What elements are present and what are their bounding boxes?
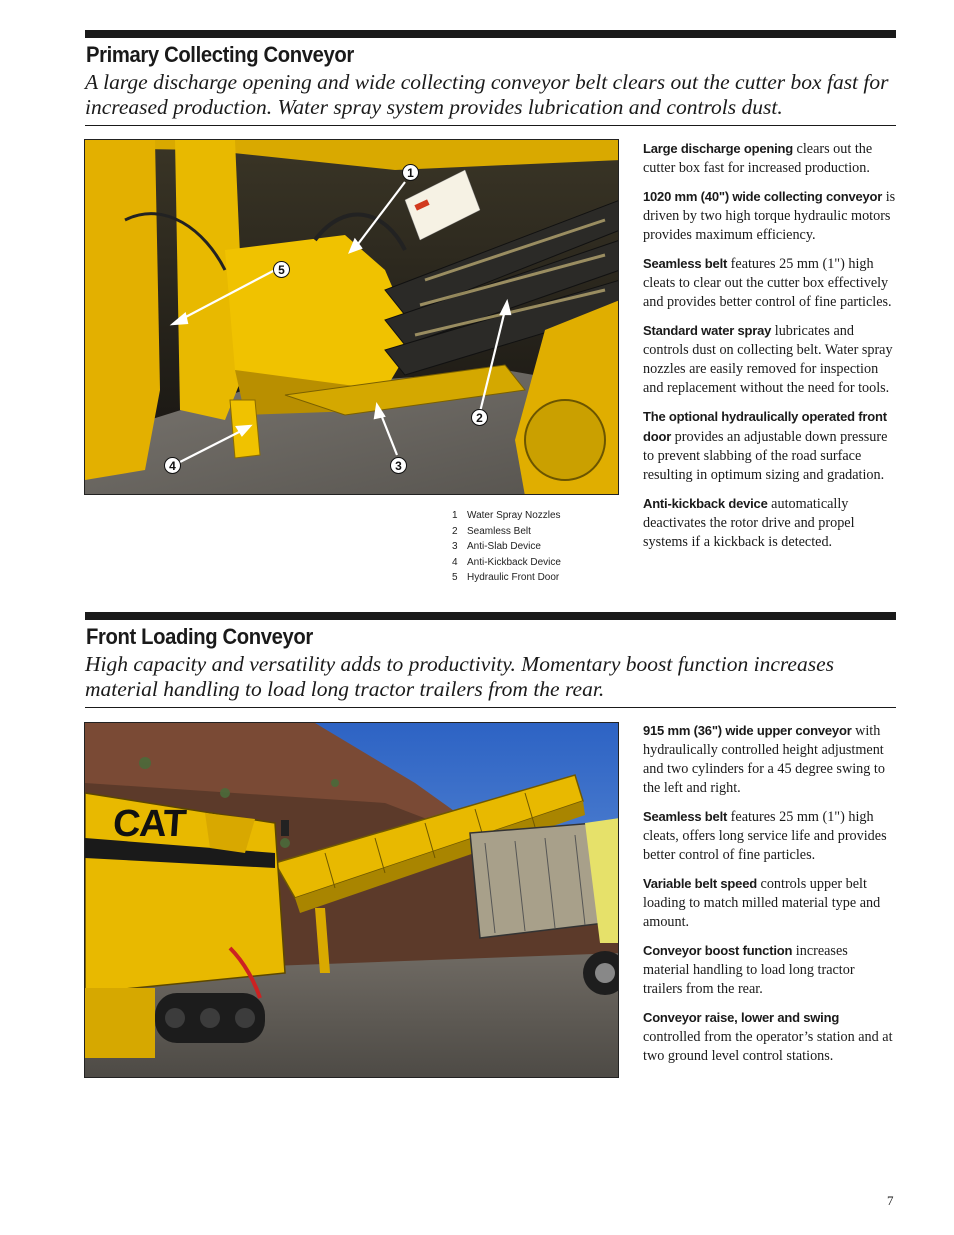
feature-item: Anti-kickback device automatically deactivates the rotor drive and propel systems if a kickback is detected. — [643, 496, 855, 550]
collecting-conveyor-photo — [84, 139, 619, 495]
section-bar-top — [85, 30, 896, 38]
callout-3: 3 — [390, 457, 407, 474]
feature-item: Conveyor raise, lower and swing controlled from the operator’s station and at two ground level control stations. — [643, 1010, 893, 1064]
legend-item: 5 Hydraulic Front Door — [452, 572, 560, 584]
section-subtitle-primary-collecting: A large discharge opening and wide collecting conveyor belt clears out the cutter box fast for increased production. Water spray system provides lubrication and controls dust. — [85, 70, 889, 119]
feature-item: 1020 mm (40") wide collecting conveyor is driven by two high torque hydraulic motors provides maximum efficiency. — [643, 189, 896, 243]
front-loading-conveyor-photo — [84, 722, 619, 1078]
callout-1: 1 — [402, 164, 419, 181]
cat-logo: CAT — [111, 803, 187, 845]
feature-item: Seamless belt features 25 mm (1") high cleats, offers long service life and provides better control of fine particles. — [643, 809, 887, 863]
legend-item: 2 Seamless Belt — [452, 525, 531, 537]
section-bar-front-loading — [85, 612, 896, 620]
photo-legend — [452, 508, 561, 586]
feature-list-front-loading — [643, 721, 897, 1075]
legend-item: 3 Anti-Slab Device — [452, 541, 541, 553]
feature-item: The optional hydraulically operated front door provides an adjustable down pressure to prevent slabbing of the road surface resulting in optimum sizing and gradation. — [643, 409, 888, 483]
section-title-front-loading: Front Loading Conveyor — [86, 624, 313, 649]
section-title-primary-collecting: Primary Collecting Conveyor — [86, 42, 354, 67]
legend-item: 4 Anti-Kickback Device — [452, 556, 561, 568]
callout-4: 4 — [164, 457, 181, 474]
feature-item: 915 mm (36") wide upper conveyor with hydraulically controlled height adjustment and two cylinders for a 45 degree swing to the left and right. — [643, 723, 885, 796]
feature-item: Conveyor boost function increases material handling to load long tractor trailers from the rear. — [643, 943, 855, 997]
section-divider — [85, 125, 896, 126]
feature-item: Standard water spray lubricates and controls dust on collecting belt. Water spray nozzles are easily removed for inspection and replacement without the need for tools. — [643, 323, 893, 396]
callout-5: 5 — [273, 261, 290, 278]
section-subtitle-front-loading: High capacity and versatility adds to productivity. Momentary boost function increases material handling to load long tractor trailers from the rear. — [85, 652, 834, 701]
feature-list-collecting — [643, 139, 897, 561]
callout-2: 2 — [471, 409, 488, 426]
page-number: 7 — [887, 1193, 894, 1208]
feature-item: Seamless belt features 25 mm (1") high cleats to clear out the cutter box effectively and provides better control of fine particles. — [643, 256, 892, 310]
feature-item: Variable belt speed controls upper belt loading to match milled material type and amount. — [643, 876, 881, 930]
feature-item: Large discharge opening clears out the cutter box fast for increased production. — [643, 141, 873, 176]
legend-item: 1 Water Spray Nozzles — [452, 510, 561, 521]
section-divider — [85, 707, 896, 708]
